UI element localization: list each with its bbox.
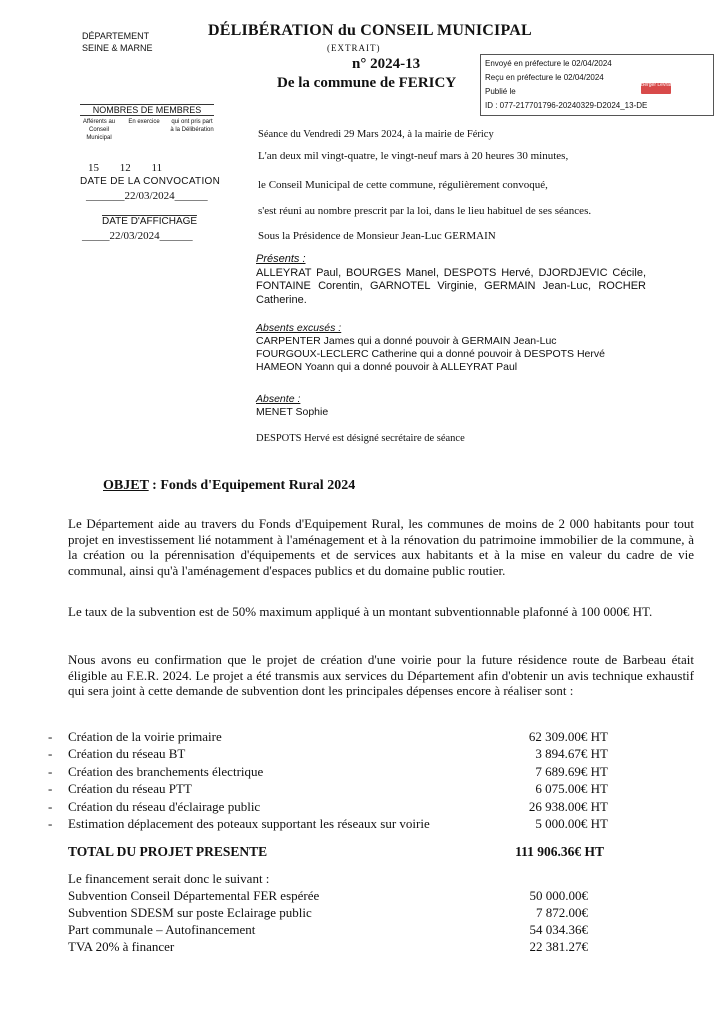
cost-dash: -	[48, 746, 53, 762]
members-counts: 15 12 11	[88, 162, 163, 174]
cost-list	[48, 728, 608, 832]
financement-row	[68, 938, 588, 955]
stamp-publie: Publié le	[485, 87, 516, 96]
body-paragraph-3: Nous avons eu confirmation que le projet de création d'une voirie pour la future résidence route de Barbeau était éligible au F.E.R. 2024. Le projet a été transmis aux services du Département afin d'obtenir un avis technique exhaustif qui sera joint à cette demande de subvention dont les principales dépenses encore à réaliser sont :	[68, 652, 694, 698]
members-columns	[80, 118, 214, 142]
berger-levrault-logo: Berger Levrault	[641, 83, 671, 94]
absent-line: CARPENTER James qui a donné pouvoir à GERMAIN Jean-Luc	[256, 335, 557, 347]
financement-amount: 7 872.00€	[536, 905, 588, 920]
absent-line: HAMEON Yoann qui a donné pouvoir à ALLEYRAT Paul	[256, 361, 518, 373]
cost-amount: 3 894.67€ HT	[535, 746, 608, 762]
departement-line1: DÉPARTEMENT	[82, 31, 150, 41]
financement-row	[68, 904, 588, 921]
absents-section	[256, 322, 676, 374]
financement-amount: 50 000.00€	[529, 888, 588, 903]
cost-row	[48, 798, 608, 815]
cost-label: Création du réseau BT	[68, 746, 186, 762]
cost-row	[48, 763, 608, 780]
objet-heading	[103, 478, 355, 494]
financement-label: TVA 20% à financer	[68, 939, 175, 954]
cost-label: Estimation déplacement des poteaux supportant les réseaux sur voirie	[68, 815, 430, 831]
members-box	[80, 104, 214, 142]
objet-sep: :	[148, 478, 161, 493]
cost-amount: 6 075.00€ HT	[535, 781, 608, 797]
intro-line-4: Sous la Présidence de Monsieur Jean-Luc GERMAIN	[258, 230, 496, 242]
cost-row	[48, 815, 608, 832]
absente-section	[256, 393, 328, 419]
absente-name: MENET Sophie	[256, 406, 329, 418]
cost-label: Création du réseau d'éclairage public	[68, 798, 261, 814]
absents-title: Absents excusés :	[256, 322, 342, 334]
cost-label: Création des branchements électrique	[68, 763, 264, 779]
financement-amount: 54 034.36€	[529, 922, 588, 937]
cost-dash: -	[48, 815, 53, 831]
stamp-id: ID : 077-217701796-20240329-D2024_13-DE	[485, 101, 648, 110]
members-col-exercice: En exercice	[128, 119, 160, 125]
financement-row	[68, 921, 588, 938]
cost-row	[48, 728, 608, 745]
financement-row	[68, 887, 588, 904]
prefecture-stamp	[480, 54, 714, 116]
document-title: DÉLIBÉRATION du CONSEIL MUNICIPAL	[208, 22, 532, 39]
members-col-votants: qui ont pris part à la Délibération	[170, 119, 214, 133]
seance-line: Séance du Vendredi 29 Mars 2024, à la mairie de Féricy	[258, 129, 494, 140]
total-label: TOTAL DU PROJET PRESENTE	[68, 844, 268, 859]
financement-amount: 22 381.27€	[529, 939, 588, 954]
financement-label: Part communale – Autofinancement	[68, 922, 256, 937]
absente-title: Absente :	[256, 393, 301, 405]
presents-title: Présents :	[256, 253, 306, 265]
cost-dash: -	[48, 729, 53, 744]
members-heading: NOMBRES DE MEMBRES	[80, 104, 214, 116]
cost-label: Création du réseau PTT	[68, 781, 192, 797]
total-amount: 111 906.36€ HT	[515, 844, 604, 859]
commune-title: De la commune de FERICY	[277, 75, 457, 91]
financement-label: Subvention SDESM sur poste Eclairage public	[68, 905, 312, 920]
cost-amount: 62 309.00€ HT	[528, 729, 608, 744]
convocation-date: _______22/03/2024______	[86, 190, 208, 202]
presents-section	[256, 253, 646, 307]
members-col-afferents: Afférents au Conseil Municipal	[82, 119, 116, 141]
deliberation-number: n° 2024-13	[352, 56, 421, 72]
cost-amount: 26 938.00€ HT	[528, 798, 608, 814]
objet-label: OBJET	[103, 478, 149, 493]
absent-line: FOURGOUX-LECLERC Catherine qui a donné pouvoir à DESPOTS Hervé	[256, 348, 605, 360]
cost-row	[48, 780, 608, 797]
total-row	[68, 844, 604, 860]
cost-amount: 7 689.69€ HT	[535, 763, 608, 779]
financement-intro: Le financement serait donc le suivant :	[68, 871, 270, 886]
presents-list: ALLEYRAT Paul, BOURGES Manel, DESPOTS Hervé, DJORDJEVIC Cécile, FONTAINE Corentin, GARNOTEL Virginie, GERMAIN Jean-Luc, ROCHER Catherine.	[256, 266, 646, 306]
body-paragraph-2: Le taux de la subvention est de 50% maximum appliqué à un montant subventionnable plafonné à 100 000€ HT.	[68, 604, 653, 619]
stamp-envoye: Envoyé en préfecture le 02/04/2024	[485, 59, 612, 68]
convocation-label: DATE DE LA CONVOCATION	[80, 176, 221, 187]
cost-row	[48, 745, 608, 762]
affichage-date: _____22/03/2024______	[82, 230, 193, 242]
cost-dash: -	[48, 781, 53, 797]
secretaire-line: DESPOTS Hervé est désigné secrétaire de séance	[256, 433, 465, 444]
intro-line-3: s'est réuni au nombre prescrit par la loi, dans le lieu habituel de ses séances.	[258, 205, 592, 217]
departement-line2: SEINE & MARNE	[82, 43, 153, 53]
body-paragraph-1: Le Département aide au travers du Fonds d'Equipement Rural, les communes de moins de 2 000 habitants pour tout projet en investissement lié notamment à l'aménagement et à la rénovation du patrimoine immobilier de la commune, à la création ou la pérennisation d'équipements et de services aux habitants et à la mise en valeur du cadre de vie communal, ainsi qu'à l'aménagement d'espaces publics et du domaine public routier.	[68, 516, 694, 578]
cost-dash: -	[48, 763, 53, 779]
financement-label: Subvention Conseil Départemental FER espérée	[68, 888, 320, 903]
intro-line-2: le Conseil Municipal de cette commune, régulièrement convoqué,	[258, 179, 548, 191]
affichage-label: DATE D'AFFICHAGE	[102, 216, 198, 227]
extrait-label: (EXTRAIT)	[327, 43, 381, 53]
objet-text: Fonds d'Equipement Rural 2024	[160, 478, 356, 493]
cost-label: Création de la voirie primaire	[68, 729, 222, 744]
intro-line-1: L'an deux mil vingt-quatre, le vingt-neuf mars à 20 heures 30 minutes,	[258, 150, 569, 162]
cost-amount: 5 000.00€ HT	[535, 815, 608, 831]
cost-dash: -	[48, 798, 53, 814]
stamp-recu: Reçu en préfecture le 02/04/2024	[485, 73, 604, 82]
departement-label	[82, 30, 153, 54]
financement-section	[68, 870, 588, 955]
